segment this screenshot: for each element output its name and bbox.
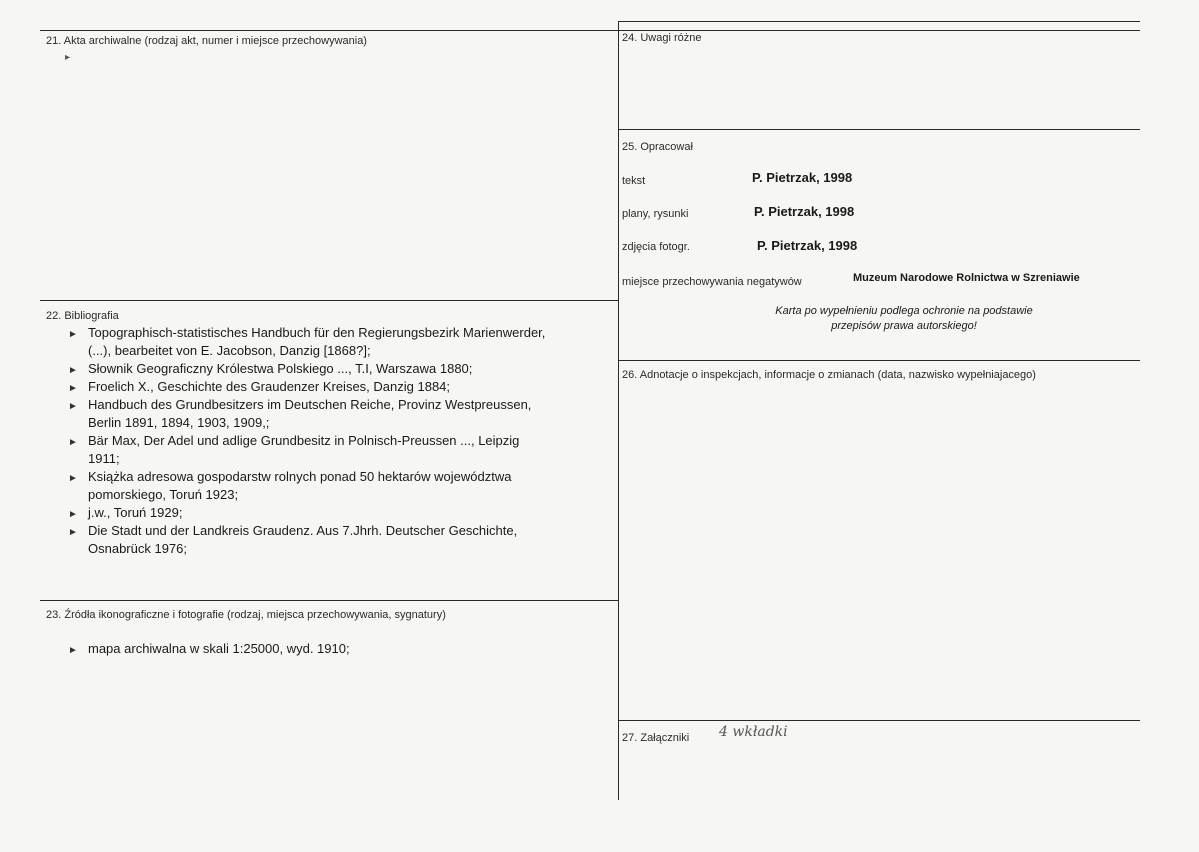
sec23-border (40, 600, 618, 601)
sec25-border (618, 129, 1140, 130)
bullet-icon: ► (68, 473, 78, 484)
sec26-border (618, 360, 1140, 361)
copyright-note (714, 304, 1094, 334)
bibliography-line: Słownik Geograficzny Królestwa Polskiego ..., T.I, Warszawa 1880; (88, 361, 473, 376)
bullet-icon: ► (68, 401, 78, 412)
top-border (40, 30, 1140, 31)
bibliography-line: Berlin 1891, 1894, 1903, 1909,; (88, 415, 270, 430)
bibliography-line: Topographisch-statistisches Handbuch für den Regierungsbezirk Marienwerder, (88, 325, 546, 340)
iconography-item: mapa archiwalna w skali 1:25000, wyd. 1910; (88, 641, 350, 656)
sec21-label: 21. Akta archiwalne (rodzaj akt, numer i miejsce przechowywania) (46, 35, 367, 47)
bibliography-line: Osnabrück 1976; (88, 541, 188, 556)
negatywy-label: miejsce przechowywania negatywów (622, 276, 802, 288)
copyright-note-line2: przepisów prawa autorskiego! (831, 320, 977, 332)
bullet-icon: ► (68, 645, 78, 656)
bibliography-line: Handbuch des Grundbesitzers im Deutschen Reiche, Provinz Westpreussen, (88, 397, 532, 412)
plany-label: plany, rysunki (622, 208, 689, 220)
bullet-icon: ► (68, 527, 78, 538)
tekst-label: tekst (622, 175, 646, 187)
sec23-label: 23. Źródła ikonograficzne i fotografie (rodzaj, miejsca przechowywania, sygnatury) (46, 609, 446, 621)
zdjecia-value: P. Pietrzak, 1998 (757, 238, 858, 253)
center-divider (618, 21, 619, 800)
bibliography-line: Książka adresowa gospodarstw rolnych ponad 50 hektarów województwa (88, 469, 512, 484)
bibliography-line: (...), bearbeitet von E. Jacobson, Danzig [1868?]; (88, 343, 371, 358)
bullet-icon: ► (68, 509, 78, 520)
bullet-icon: ► (68, 437, 78, 448)
copyright-note-line1: Karta po wypełnieniu podlega ochronie na podstawie (775, 305, 1033, 317)
bullet-icon: ► (68, 329, 78, 340)
negatywy-value: Muzeum Narodowe Rolnictwa w Szreniawie (853, 272, 1080, 284)
plany-value: P. Pietrzak, 1998 (754, 204, 855, 219)
bullet-icon: ► (68, 365, 78, 376)
handwritten-attachments: 4 wkładki (719, 724, 788, 740)
bibliography-line: Die Stadt und der Landkreis Graudenz. Aus 7.Jhrh. Deutscher Geschichte, (88, 523, 518, 538)
sec24-top-border (618, 21, 1140, 22)
bibliography-line: j.w., Toruń 1929; (88, 505, 183, 520)
tekst-value: P. Pietrzak, 1998 (752, 170, 853, 185)
sec22-border (40, 300, 618, 301)
sec26-label: 26. Adnotacje o inspekcjach, informacje o zmianach (data, nazwisko wypełniajacego) (622, 369, 1036, 381)
sec27-border (618, 720, 1140, 721)
bibliography-line: pomorskiego, Toruń 1923; (88, 487, 239, 502)
bullet-icon: ► (68, 383, 78, 394)
pen-mark-icon: ▸ (65, 52, 71, 63)
bibliography-line: 1911; (88, 451, 120, 466)
sec25-label: 25. Opracował (622, 141, 693, 153)
bibliography-line: Bär Max, Der Adel und adlige Grundbesitz in Polnisch-Preussen ..., Leipzig (88, 433, 520, 448)
sec24-label: 24. Uwagi różne (622, 32, 702, 44)
sec27-label: 27. Załączniki (622, 732, 690, 744)
sec22-label: 22. Bibliografia (46, 310, 119, 322)
bibliography-line: Froelich X., Geschichte des Graudenzer Kreises, Danzig 1884; (88, 379, 451, 394)
zdjecia-label: zdjęcia fotogr. (622, 241, 690, 253)
